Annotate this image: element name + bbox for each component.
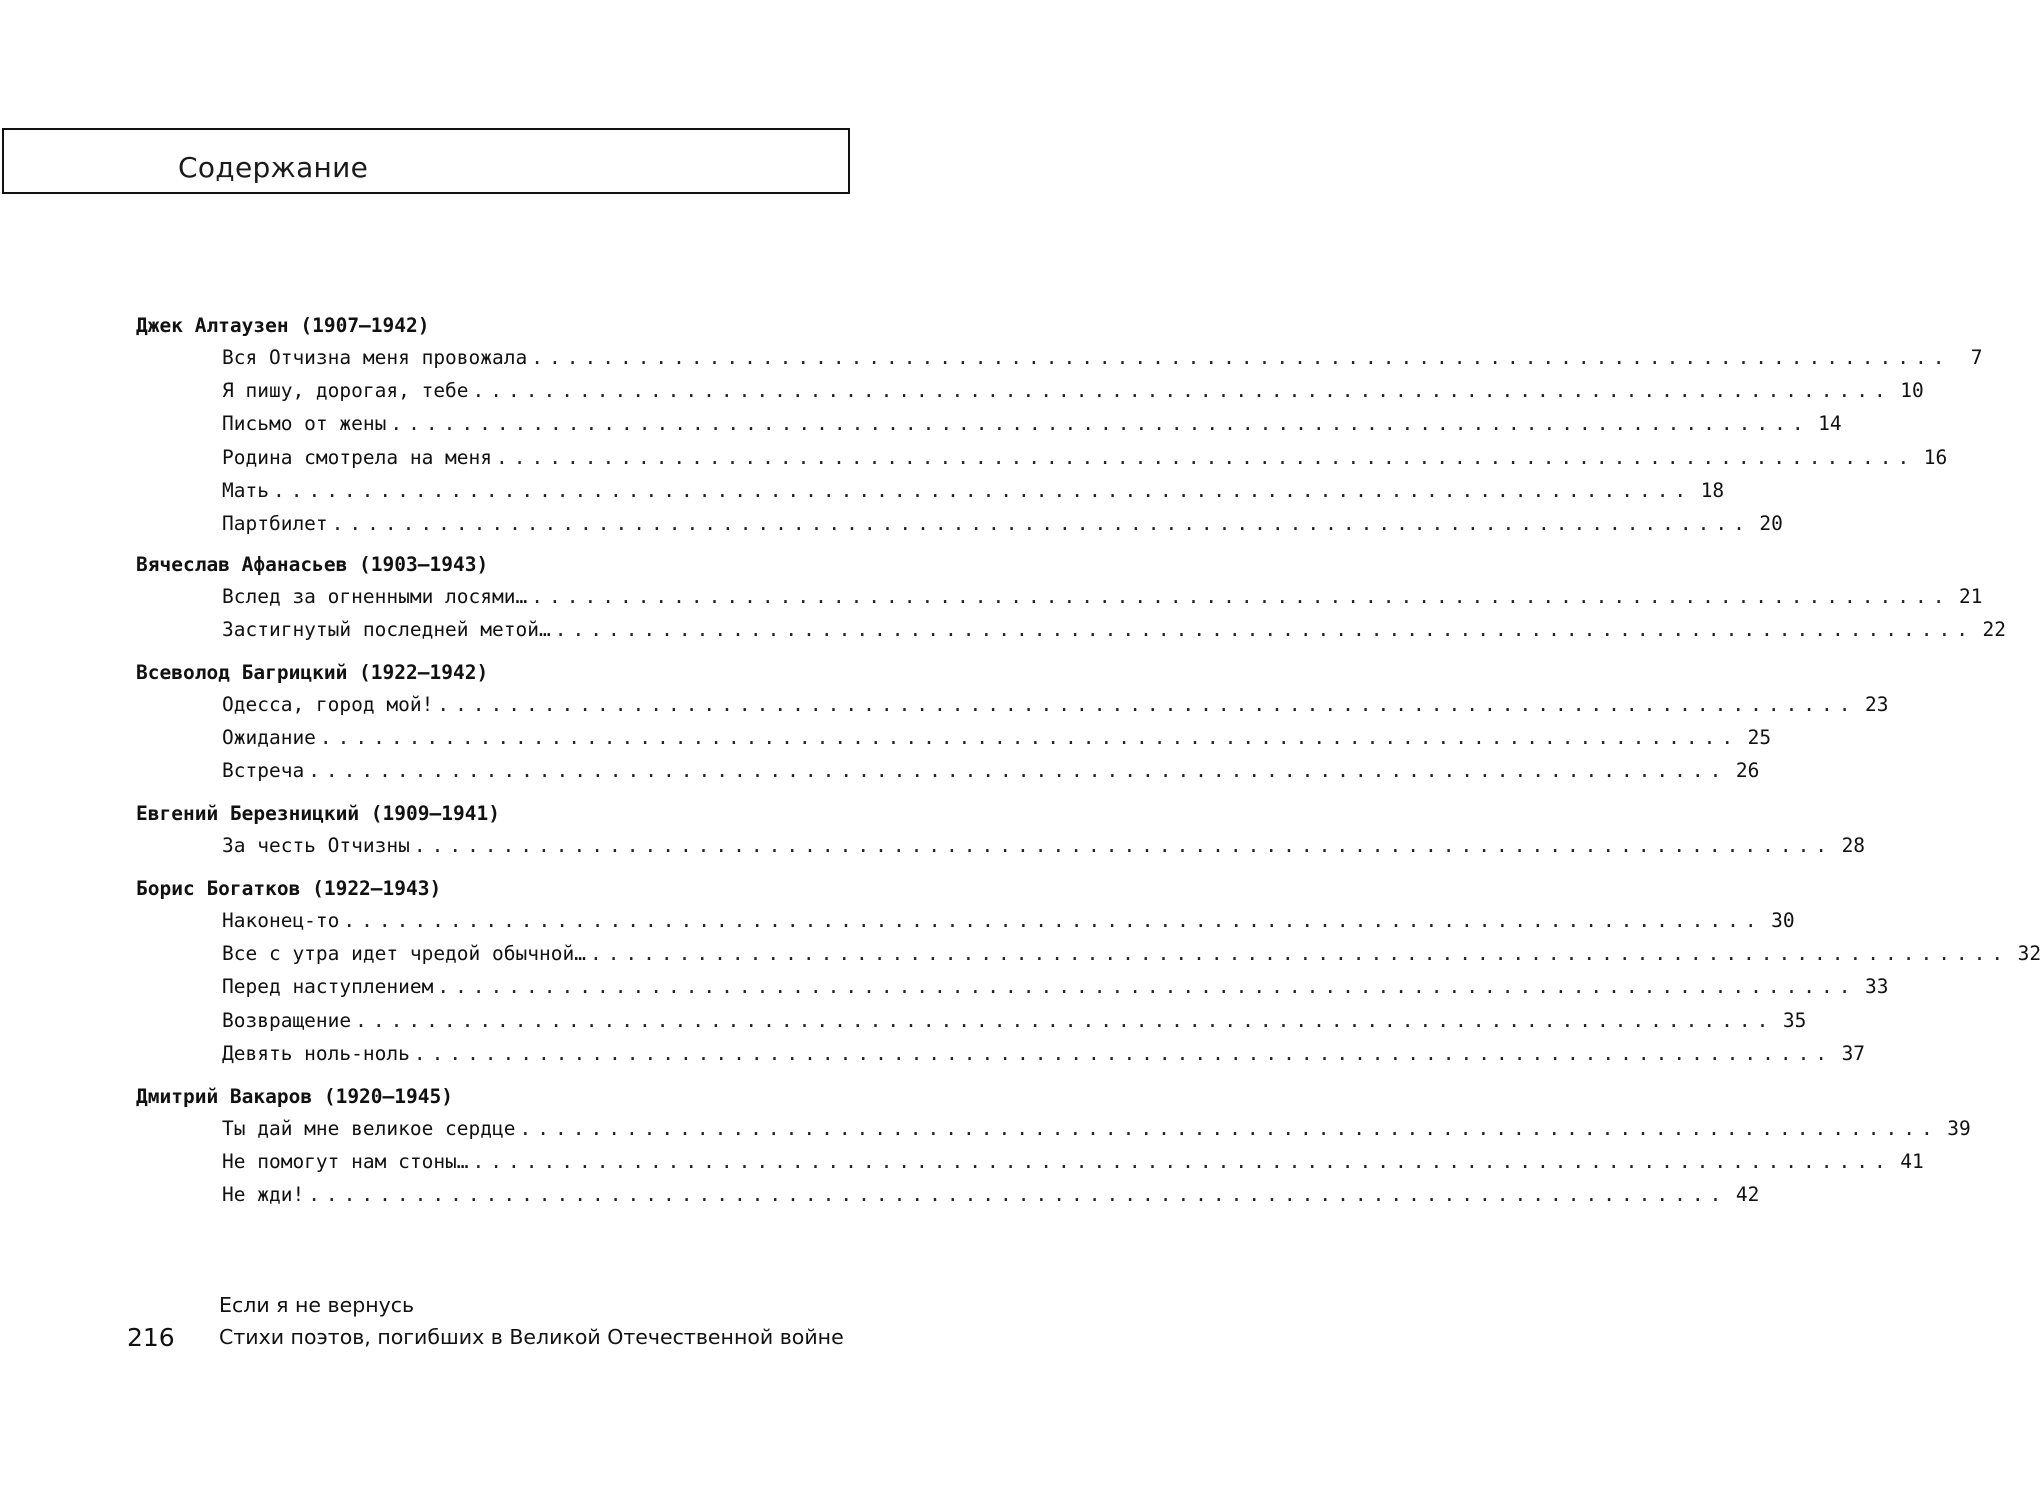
dot-leader: ................................................................................ [531, 346, 1951, 369]
toc-entry-page: 25 [1747, 726, 1772, 750]
dot-leader: ................................................................................ [319, 726, 1740, 750]
toc-entry-page: 16 [1923, 445, 1948, 469]
toc-entry[interactable] [222, 410, 1842, 438]
page-title: Содержание [178, 151, 369, 184]
dot-leader: ................................................................................ [437, 975, 1857, 999]
toc-entry-page: 42 [1735, 1183, 1760, 1207]
dot-leader: ................................................................................ [272, 478, 1693, 502]
dot-leader: ................................................................................ [589, 942, 2010, 966]
toc-entry-title: Партбилет [222, 512, 328, 535]
page-number: 216 [127, 1323, 175, 1352]
toc-author: Всеволод Багрицкий (1922–1942) [136, 661, 489, 684]
toc-entry-title: Не помогут нам стоны… [222, 1150, 469, 1174]
dot-leader: ................................................................................ [413, 1041, 1834, 1065]
dot-leader: ................................................................................ [531, 585, 1951, 608]
toc-entry-page: 26 [1735, 759, 1760, 783]
toc-entry-page: 20 [1759, 512, 1783, 535]
toc-author: Джек Алтаузен (1907–1942) [136, 314, 430, 337]
book-subtitle: Стихи поэтов, погибших в Великой Отечественной войне [219, 1325, 844, 1349]
toc-entry[interactable] [222, 973, 1889, 1001]
toc-entry[interactable] [222, 832, 1866, 860]
toc-entry[interactable] [222, 907, 1795, 935]
toc-entry-page: 39 [1947, 1117, 1971, 1140]
dot-leader: ................................................................................ [437, 693, 1857, 716]
toc-entry[interactable] [222, 1148, 1924, 1176]
toc-entry-title: Девять ноль-ноль [222, 1041, 410, 1065]
toc-entry-title: Наконец-то [222, 909, 340, 932]
toc-entry[interactable] [222, 477, 1725, 505]
toc-entry-title: Застигнутый последней метой… [222, 618, 551, 642]
dot-leader: ................................................................................ [355, 1008, 1775, 1032]
toc-entry-page: 22 [1982, 618, 2006, 642]
dot-leader: ................................................................................ [308, 759, 1728, 783]
toc-entry-title: За честь Отчизны [222, 834, 410, 857]
toc-entry-page: 32 [2017, 942, 2041, 966]
toc-entry[interactable] [222, 1040, 1866, 1068]
toc-entry-page: 30 [1771, 909, 1795, 932]
toc-entry[interactable] [222, 583, 1983, 611]
toc-entry-title: Встреча [222, 759, 305, 783]
dot-leader: ................................................................................ [413, 834, 1834, 857]
toc-entry[interactable] [222, 1181, 1760, 1209]
toc-entry-title: Родина смотрела на меня [222, 445, 493, 469]
dot-leader: ................................................................................ [472, 1150, 1892, 1174]
toc-entry-page: 28 [1841, 834, 1866, 857]
toc-entry-page: 10 [1900, 379, 1924, 403]
toc-entry[interactable] [222, 724, 1772, 752]
toc-entry[interactable] [222, 757, 1760, 785]
toc-entry-page: 23 [1865, 693, 1889, 716]
title-frame [2, 128, 850, 194]
toc-entry-title: Перед наступлением [222, 975, 434, 999]
toc-author: Борис Богатков (1922–1943) [136, 877, 442, 900]
toc-entry-title: Я пишу, дорогая, тебе [222, 379, 469, 403]
toc-entry-title: Вся Отчизна меня провожала [222, 346, 528, 369]
toc-entry[interactable] [222, 444, 1948, 472]
dot-leader: ................................................................................ [519, 1117, 1939, 1140]
toc-entry-title: Вслед за огненными лосями… [222, 585, 528, 608]
toc-entry-title: Письмо от жены [222, 412, 387, 436]
toc-entry-title: Все с утра идет чредой обычной… [222, 942, 586, 966]
dot-leader: ................................................................................ [472, 379, 1892, 403]
toc-author: Евгений Березницкий (1909–1941) [136, 802, 500, 825]
toc-entry[interactable] [222, 691, 1889, 719]
toc-entry[interactable] [222, 1115, 1971, 1143]
toc-entry[interactable] [222, 940, 2041, 968]
toc-entry[interactable] [222, 1007, 1807, 1035]
toc-entry-page: 35 [1782, 1008, 1807, 1032]
toc-entry[interactable] [222, 510, 1783, 538]
dot-leader: ................................................................................ [390, 412, 1810, 436]
toc-entry-page: 41 [1900, 1150, 1924, 1174]
dot-leader: ................................................................................ [331, 512, 1751, 535]
toc-entry-title: Мать [222, 478, 269, 502]
toc-author: Дмитрий Вакаров (1920–1945) [136, 1085, 453, 1108]
book-title: Если я не вернусь [219, 1293, 415, 1317]
toc-entry-title: Не жди! [222, 1183, 305, 1207]
toc-entry[interactable] [222, 616, 2006, 644]
dot-leader: ................................................................................ [496, 445, 1916, 469]
toc-entry-title: Ты дай мне великое сердце [222, 1117, 516, 1140]
toc-entry-title: Ожидание [222, 726, 316, 750]
toc-entry[interactable] [222, 344, 1983, 372]
dot-leader: ................................................................................ [343, 909, 1763, 932]
toc-entry-page: 14 [1818, 412, 1842, 436]
toc-entry-page: 33 [1865, 975, 1889, 999]
dot-leader: ................................................................................ [308, 1183, 1728, 1207]
dot-leader: ................................................................................ [554, 618, 1974, 642]
toc-author: Вячеслав Афанасьев (1903–1943) [136, 553, 489, 576]
toc-entry-page: 18 [1700, 478, 1725, 502]
toc-entry-title: Возвращение [222, 1008, 352, 1032]
toc-entry[interactable] [222, 377, 1924, 405]
toc-entry-page: 7 [1970, 346, 1983, 369]
toc-entry-page: 37 [1841, 1041, 1866, 1065]
toc-entry-title: Одесса, город мой! [222, 693, 434, 716]
toc-entry-page: 21 [1958, 585, 1983, 608]
